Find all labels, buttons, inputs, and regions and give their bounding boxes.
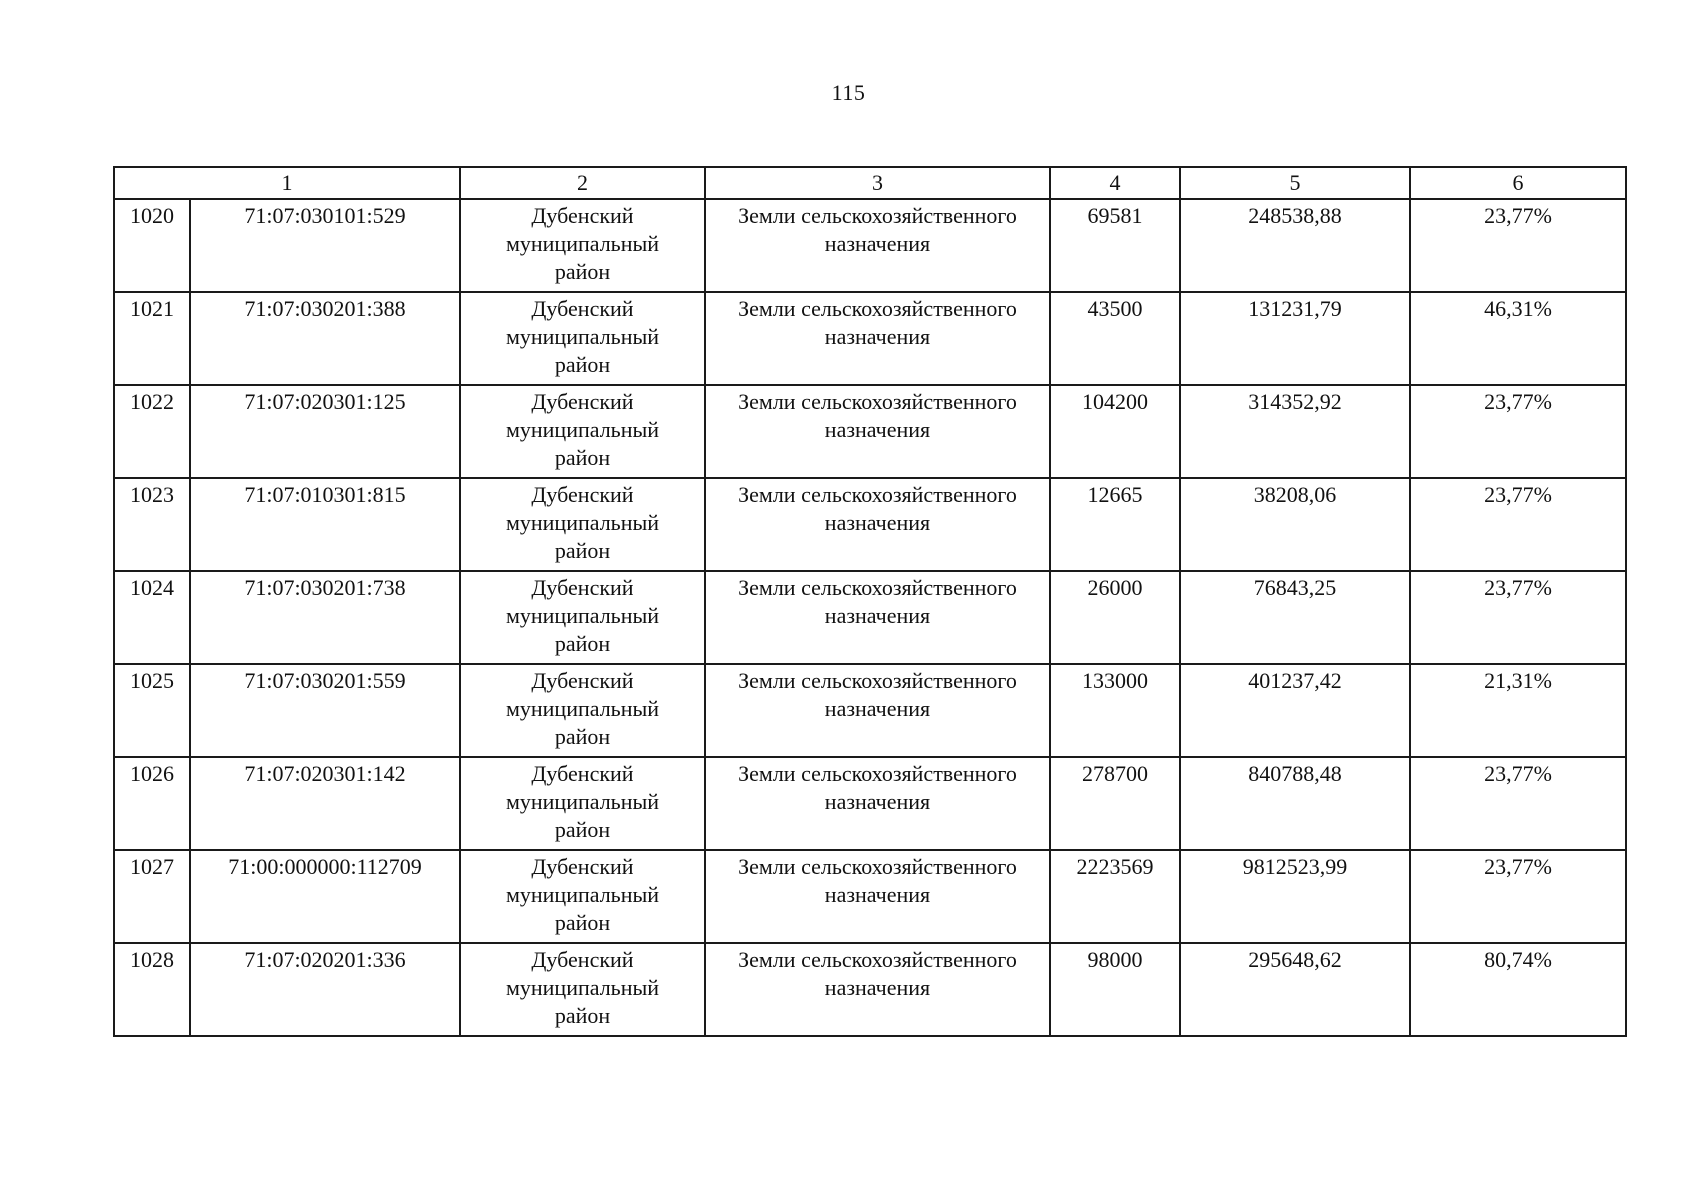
land-category-cell: [705, 478, 1050, 571]
cadastral-value-cell: [1180, 664, 1410, 757]
district-cell: [460, 664, 705, 757]
land-category-cell: [705, 850, 1050, 943]
area-value: 98000: [1087, 947, 1143, 972]
cadastral-value-cell: [1180, 292, 1410, 385]
header-cell-6: 6: [1410, 167, 1626, 199]
land-category-line: назначения: [824, 510, 931, 535]
district-line: Дубенский: [531, 575, 634, 600]
table-row: [114, 850, 1626, 943]
rate-value: 46,31%: [1484, 296, 1552, 321]
row-number-cell: [114, 571, 190, 664]
land-category-line: Земли сельскохозяйственного: [738, 575, 1017, 600]
rate-cell: [1410, 292, 1626, 385]
district-cell: [460, 571, 705, 664]
land-category-cell: [705, 571, 1050, 664]
district-cell: [460, 199, 705, 292]
area-cell: [1050, 943, 1180, 1036]
row-number-cell: [114, 292, 190, 385]
district-line: Дубенский: [531, 668, 634, 693]
cadastral-number: 71:00:000000:112709: [228, 854, 422, 879]
land-category-line: назначения: [824, 882, 931, 907]
table-row: [114, 478, 1626, 571]
header-cell-5: 5: [1180, 167, 1410, 199]
header-cell-1: 1: [114, 167, 460, 199]
rate-value: 23,77%: [1484, 575, 1552, 600]
district-line: район: [554, 352, 611, 377]
cadastral-number: 71:07:010301:815: [244, 482, 406, 507]
cadastral-number: 71:07:020301:142: [244, 761, 406, 786]
rate-cell: [1410, 757, 1626, 850]
land-category-line: назначения: [824, 231, 931, 256]
district-line: Дубенский: [531, 482, 634, 507]
page-number: 115: [831, 80, 866, 105]
district-cell: [460, 757, 705, 850]
area-cell: [1050, 757, 1180, 850]
land-category-line: назначения: [824, 789, 931, 814]
row-number: 1025: [130, 668, 174, 693]
district-line: Дубенский: [531, 296, 634, 321]
district-cell: [460, 850, 705, 943]
cadastral-number-cell: [190, 943, 460, 1036]
rate-value: 23,77%: [1484, 389, 1552, 414]
land-plots-table: [113, 166, 1627, 1037]
rate-value: 23,77%: [1484, 203, 1552, 228]
land-category-line: Земли сельскохозяйственного: [738, 389, 1017, 414]
cadastral-value-cell: [1180, 199, 1410, 292]
row-number-cell: [114, 850, 190, 943]
cadastral-number: 71:07:030101:529: [244, 203, 406, 228]
cadastral-number: 71:07:020301:125: [244, 389, 406, 414]
row-number-cell: [114, 478, 190, 571]
land-category-line: назначения: [824, 417, 931, 442]
row-number-cell: [114, 199, 190, 292]
district-line: муниципальный: [505, 789, 660, 814]
rate-value: 23,77%: [1484, 761, 1552, 786]
land-category-line: назначения: [824, 696, 931, 721]
cadastral-value: 401237,42: [1248, 668, 1342, 693]
land-category-cell: [705, 757, 1050, 850]
district-cell: [460, 385, 705, 478]
table-row: [114, 292, 1626, 385]
district-line: муниципальный: [505, 324, 660, 349]
rate-cell: [1410, 571, 1626, 664]
area-cell: [1050, 292, 1180, 385]
cadastral-value-cell: [1180, 943, 1410, 1036]
district-line: район: [554, 1003, 611, 1028]
cadastral-value-cell: [1180, 385, 1410, 478]
district-line: район: [554, 910, 611, 935]
cadastral-number: 71:07:030201:559: [244, 668, 406, 693]
cadastral-value: 38208,06: [1253, 482, 1337, 507]
district-line: район: [554, 817, 611, 842]
district-line: муниципальный: [505, 417, 660, 442]
rate-cell: [1410, 664, 1626, 757]
land-category-line: Земли сельскохозяйственного: [738, 854, 1017, 879]
district-line: муниципальный: [505, 231, 660, 256]
row-number: 1021: [130, 296, 174, 321]
land-category-line: Земли сельскохозяйственного: [738, 296, 1017, 321]
area-value: 2223569: [1076, 854, 1154, 879]
area-value: 12665: [1087, 482, 1143, 507]
land-category-cell: [705, 943, 1050, 1036]
district-line: Дубенский: [531, 203, 634, 228]
table-header-row: [114, 167, 1626, 199]
row-number-cell: [114, 943, 190, 1036]
district-line: Дубенский: [531, 761, 634, 786]
district-line: муниципальный: [505, 603, 660, 628]
cadastral-number-cell: [190, 664, 460, 757]
area-value: 43500: [1087, 296, 1143, 321]
cadastral-number-cell: [190, 571, 460, 664]
row-number: 1023: [130, 482, 174, 507]
cadastral-value-cell: [1180, 571, 1410, 664]
header-cell-4: 4: [1050, 167, 1180, 199]
land-category-line: Земли сельскохозяйственного: [738, 947, 1017, 972]
table-body: [114, 199, 1626, 1036]
district-line: Дубенский: [531, 947, 634, 972]
land-category-line: Земли сельскохозяйственного: [738, 203, 1017, 228]
land-category-line: Земли сельскохозяйственного: [738, 761, 1017, 786]
area-value: 26000: [1087, 575, 1143, 600]
table-row: [114, 943, 1626, 1036]
cadastral-value: 314352,92: [1248, 389, 1342, 414]
row-number-cell: [114, 757, 190, 850]
cadastral-value-cell: [1180, 850, 1410, 943]
district-line: район: [554, 631, 611, 656]
cadastral-value: 131231,79: [1248, 296, 1342, 321]
cadastral-number-cell: [190, 292, 460, 385]
land-category-cell: [705, 199, 1050, 292]
cadastral-value: 840788,48: [1248, 761, 1342, 786]
district-line: район: [554, 445, 611, 470]
rate-cell: [1410, 478, 1626, 571]
cadastral-value: 248538,88: [1248, 203, 1342, 228]
rate-value: 23,77%: [1484, 482, 1552, 507]
area-cell: [1050, 850, 1180, 943]
land-category-line: назначения: [824, 975, 931, 1000]
cadastral-number: 71:07:020201:336: [244, 947, 406, 972]
district-cell: [460, 292, 705, 385]
cadastral-number-cell: [190, 385, 460, 478]
area-value: 69581: [1087, 203, 1143, 228]
cadastral-number-cell: [190, 757, 460, 850]
area-cell: [1050, 571, 1180, 664]
row-number: 1028: [130, 947, 174, 972]
district-line: муниципальный: [505, 882, 660, 907]
table-row: [114, 571, 1626, 664]
row-number: 1020: [130, 203, 174, 228]
cadastral-number: 71:07:030201:388: [244, 296, 406, 321]
area-cell: [1050, 199, 1180, 292]
header-cell-2: 2: [460, 167, 705, 199]
cadastral-value: 295648,62: [1248, 947, 1342, 972]
cadastral-value: 9812523,99: [1242, 854, 1348, 879]
cadastral-value-cell: [1180, 757, 1410, 850]
row-number: 1026: [130, 761, 174, 786]
rate-cell: [1410, 850, 1626, 943]
district-line: район: [554, 538, 611, 563]
area-value: 278700: [1082, 761, 1148, 786]
land-category-line: назначения: [824, 603, 931, 628]
district-line: муниципальный: [505, 696, 660, 721]
row-number: 1027: [130, 854, 174, 879]
district-cell: [460, 478, 705, 571]
land-category-line: назначения: [824, 324, 931, 349]
rate-value: 80,74%: [1484, 947, 1552, 972]
header-cell-3: 3: [705, 167, 1050, 199]
land-category-cell: [705, 385, 1050, 478]
cadastral-value: 76843,25: [1253, 575, 1337, 600]
row-number-cell: [114, 664, 190, 757]
rate-cell: [1410, 943, 1626, 1036]
land-category-line: Земли сельскохозяйственного: [738, 482, 1017, 507]
table-row: [114, 199, 1626, 292]
district-line: Дубенский: [531, 389, 634, 414]
land-category-cell: [705, 292, 1050, 385]
district-line: муниципальный: [505, 975, 660, 1000]
rate-cell: [1410, 385, 1626, 478]
land-category-cell: [705, 664, 1050, 757]
cadastral-number-cell: [190, 199, 460, 292]
area-cell: [1050, 478, 1180, 571]
land-category-line: Земли сельскохозяйственного: [738, 668, 1017, 693]
area-value: 133000: [1082, 668, 1148, 693]
district-line: район: [554, 259, 611, 284]
rate-cell: [1410, 199, 1626, 292]
district-line: Дубенский: [531, 854, 634, 879]
district-line: муниципальный: [505, 510, 660, 535]
table-row: [114, 385, 1626, 478]
district-line: район: [554, 724, 611, 749]
rate-value: 23,77%: [1484, 854, 1552, 879]
area-cell: [1050, 664, 1180, 757]
cadastral-number-cell: [190, 850, 460, 943]
row-number-cell: [114, 385, 190, 478]
cadastral-number-cell: [190, 478, 460, 571]
rate-value: 21,31%: [1484, 668, 1552, 693]
table-row: [114, 664, 1626, 757]
cadastral-number: 71:07:030201:738: [244, 575, 406, 600]
area-value: 104200: [1082, 389, 1148, 414]
district-cell: [460, 943, 705, 1036]
table-row: [114, 757, 1626, 850]
row-number: 1024: [130, 575, 174, 600]
area-cell: [1050, 385, 1180, 478]
cadastral-value-cell: [1180, 478, 1410, 571]
row-number: 1022: [130, 389, 174, 414]
